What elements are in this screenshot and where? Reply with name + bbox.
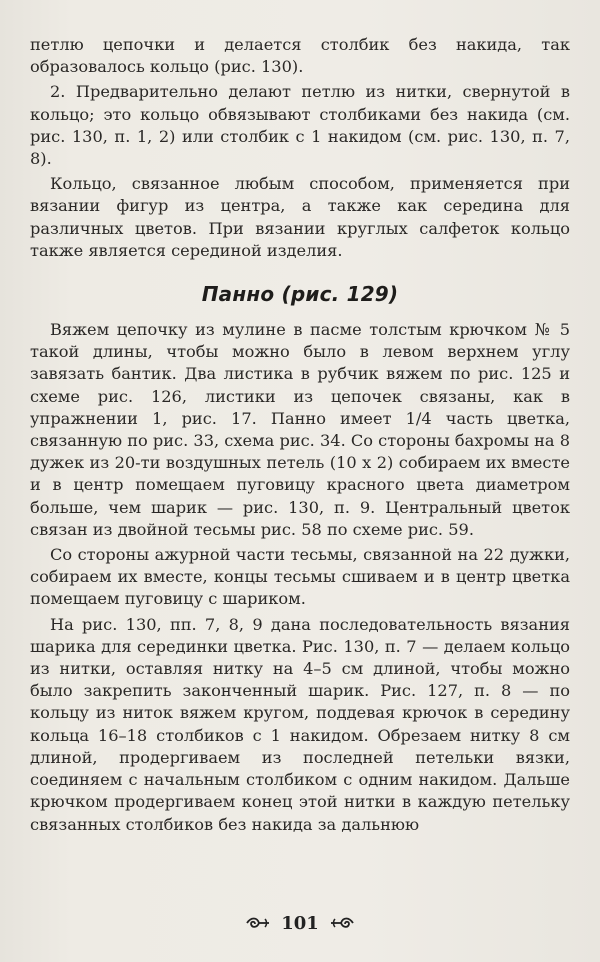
ornament-left-icon [245, 916, 271, 930]
paragraph-method-2: 2. Предварительно делают петлю из нитки, свернутой в кольцо; это кольцо обвязывают столбиками без накида (см. рис. 130, п. 1, 2) или столбик с 1 накидом (см. рис. 130, п. 7, 8). [30, 82, 570, 169]
page-number: 101 [281, 912, 319, 934]
paragraph-ring-usage: Кольцо, связанное любым способом, применяется при вязании фигур из центра, а также как середина для различных цветов. При вязании круглых салфеток кольцо также является серединой изделия. [30, 174, 570, 260]
paragraph-continuation: петлю цепочки и делается столбик без накида, так образовалось кольцо (рис. 130). [30, 35, 570, 77]
text-column [30, 34, 570, 836]
section-heading: Панно (рис. 129) [201, 282, 399, 307]
paragraph-panel-1: Вяжем цепочку из мулине в пасме толстым крючком № 5 такой длины, чтобы можно было в левом верхнем углу завязать бантик. Два листика в рубчик вяжем по рис. 125 и схеме рис. 126, листики из цепочек связаны, как в упражнении 1, рис. 17. Панно имеет 1/4 часть цветка, связанную по рис. 33, схема рис. 34. Со стороны бахромы на 8 дужек из 20-ти воздушных петель (10 x 2) собираем их вместе и в центр помещаем пуговицу красного цвета диаметром больше, чем шарик — рис. 130, п. 9. Центральный цветок связан из двойной тесьмы рис. 58 по схеме рис. 59. [30, 320, 570, 539]
paragraph-panel-3: На рис. 130, пп. 7, 8, 9 дана последовательность вязания шарика для серединки цветка. Рис. 130, п. 7 — делаем кольцо из нитки, оставляя нитку на 4–5 см длиной, чтобы можно было закрепить законченный шарик. Рис. 127, п. 8 — по кольцу из ниток вяжем кругом, поддевая крючок в середину кольца 16–18 столбиков с 1 накидом. Обрезаем нитку 8 см длиной, продергиваем из последней петельки вязки, соединяем с начальным столбиком с одним накидом. Дальше крючком продергиваем конец этой нитки в каждую петельку связанных столбиков без накида за дальнюю [30, 614, 570, 834]
ornament-right-icon [329, 916, 355, 930]
paragraph-panel-2: Со стороны ажурной части тесьмы, связанной на 22 дужки, собираем их вместе, концы тесьмы сшиваем и в центр цветка помещаем пуговицу с шариком. [30, 545, 570, 609]
page-footer [0, 912, 600, 934]
